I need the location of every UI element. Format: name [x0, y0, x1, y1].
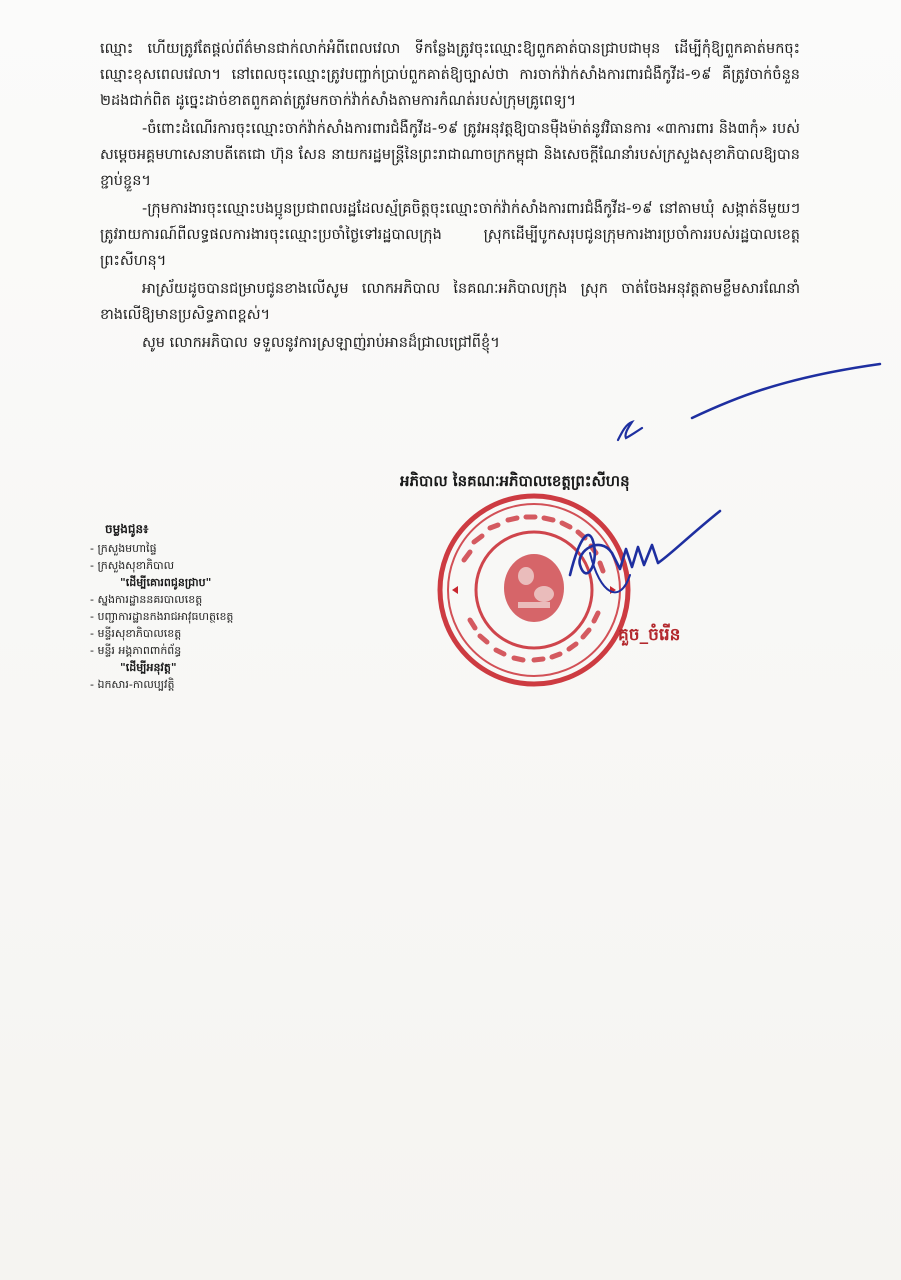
list-item: - ក្រសួងសុខាភិបាល	[90, 559, 175, 572]
list-item: "ដើម្បីអនុវត្ត"	[120, 661, 177, 674]
list-item: - ស្នងការដ្ឋាននគរបាលខេត្ត	[90, 593, 203, 606]
paragraph-continuation: ឈ្មោះ ហើយត្រូវតែផ្ដល់ព័ត៌មានជាក់លាក់អំពីពេលវេលា ទីកន្លែងត្រូវចុះឈ្មោះឱ្យពួកគាត់បានជ្រាបជាមុន ដើម្បីកុំឱ្យពួកគាត់មកចុះឈ្មោះខុសពេលវេលា។ នៅពេលចុះឈ្មោះត្រូវបញ្ជាក់ប្រាប់ពួកគាត់ឱ្យច្បាស់ថា ការចាក់វ៉ាក់សាំងការពារជំងឺកូវីដ-១៩ គឺត្រូវចាក់ចំនួន ២ដងជាក់ពិត ដូច្នេះដាច់ខាតពួកគាត់ត្រូវមកចាក់វ៉ាក់សាំងតាមការកំណត់របស់ក្រុមគ្រូពេទ្យ។	[100, 41, 800, 109]
list-item: - បញ្ជាការដ្ឋានកងរាជអាវុធហត្ថខេត្ត	[90, 610, 234, 623]
paragraph-reporting: -ក្រុមការងារចុះឈ្មោះបងប្អូនប្រជាពលរដ្ឋដែលស្ម័គ្រចិត្តចុះឈ្មោះចាក់វ៉ាក់សាំងការពារជំងឺកូវីដ-១៩ នៅតាមឃុំ សង្កាត់នីមួយៗ ត្រូវរាយការណ៍ពីលទ្ធផលការងារចុះឈ្មោះប្រចាំថ្ងៃទៅរដ្ឋបាលក្រុង ស្រុកដើម្បីបូកសរុបជូនក្រុមការងារប្រចាំការរបស់រដ្ឋបាលខេត្តព្រះសីហនុ។	[100, 201, 800, 269]
list-item: - ក្រសួងមហាផ្ទៃ	[90, 542, 157, 555]
paragraph-procedure: -ចំពោះដំណើរការចុះឈ្មោះចាក់វ៉ាក់សាំងការពារជំងឺកូវីដ-១៩ ត្រូវអនុវត្តឱ្យបានម៉ឺងម៉ាត់នូវវិធានការ «៣ការពារ និង៣កុំ» របស់សម្ដេចអគ្គមហាសេនាបតីតេជោ ហ៊ុន សែន នាយករដ្ឋមន្ត្រីនៃព្រះរាជាណាចក្រកម្ពុជា និងសេចក្ដីណែនាំរបស់ក្រសួងសុខាភិបាលឱ្យបានខ្ជាប់ខ្ជួន។	[100, 121, 800, 189]
handwritten-mark-icon	[612, 418, 648, 444]
paragraph-regards: សូម លោកអភិបាល ទទួលនូវការស្រឡាញ់រាប់អានដ៏ជ្រាលជ្រៅពីខ្ញុំ។	[142, 335, 500, 351]
cc-title: ចម្លងជូន៖	[105, 522, 149, 536]
list-item: - មន្ទីរសុខាភិបាលខេត្ត	[90, 627, 182, 640]
signatory-name: គួច_ចំរើន	[618, 625, 681, 645]
list-item: "ដើម្បីគោរពជូនជ្រាប"	[120, 576, 212, 589]
signature-icon	[560, 505, 730, 615]
pen-stroke-icon	[690, 360, 890, 420]
list-item: - ឯកសារ-កាលប្បវត្តិ	[90, 678, 175, 691]
list-item: - មន្ទីរ អង្គភាពពាក់ព័ន្ធ	[90, 644, 182, 657]
cc-list	[90, 540, 330, 693]
letter-body	[100, 36, 800, 358]
paragraph-request: អាស្រ័យដូចបានជម្រាបជូនខាងលើសូម លោកអភិបាល នៃគណៈអភិបាលក្រុង ស្រុក ចាត់ចែងអនុវត្តតាមខ្លឹមសារណែនាំខាងលើឱ្យមានប្រសិទ្ធភាពខ្ពស់។	[100, 281, 800, 323]
closing-title: អភិបាល នៃគណៈអភិបាលខេត្តព្រះសីហនុ	[400, 472, 630, 490]
